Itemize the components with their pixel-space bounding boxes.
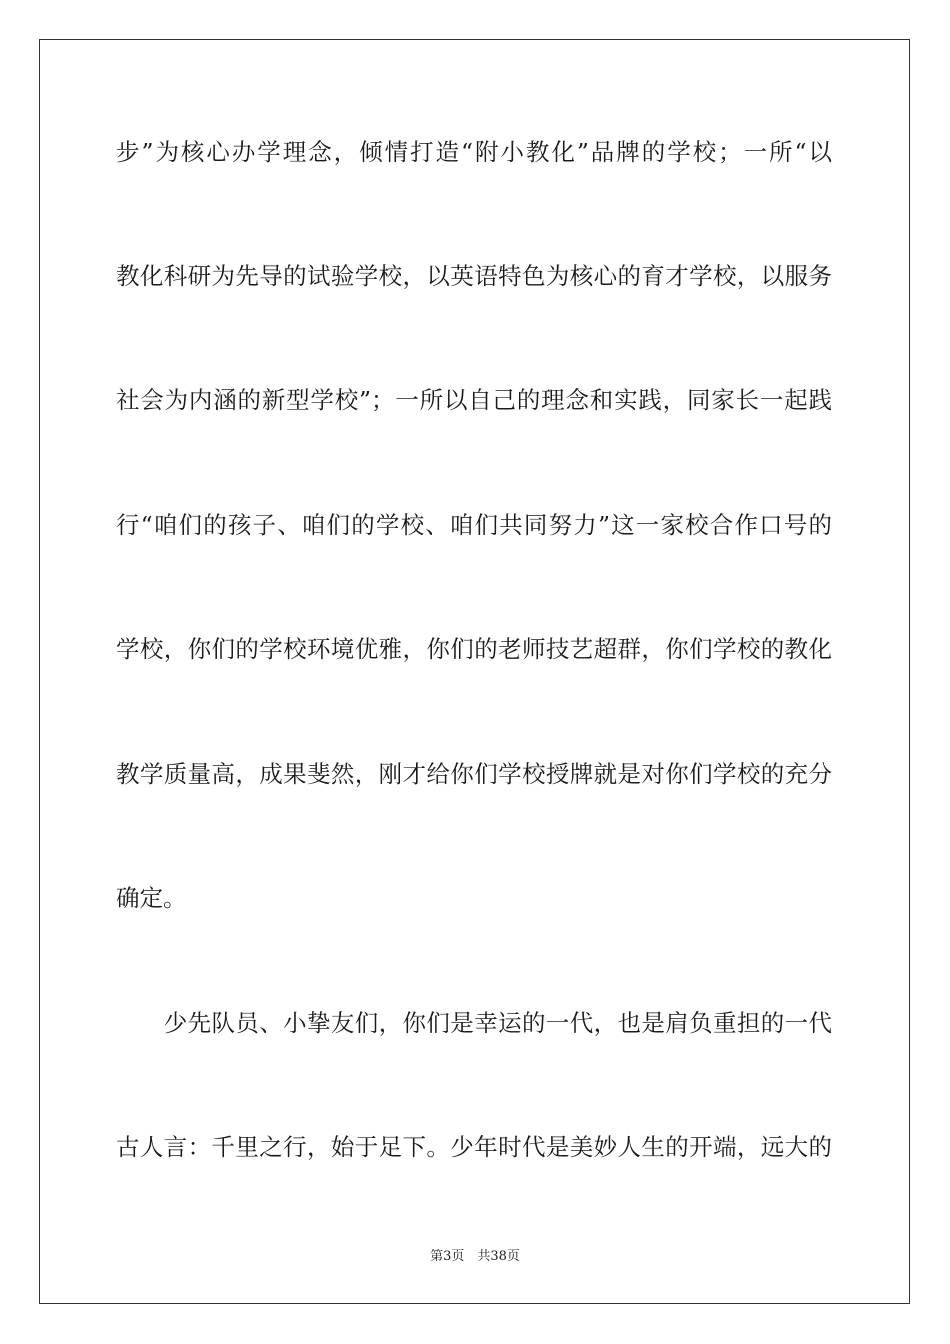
text-line: 教化科研为先导的试验学校，以英语特色为核心的育才学校，以服务 (116, 262, 832, 290)
text-line: 社会为内涵的新型学校”；一所以自己的理念和实践，同家长一起践 (116, 386, 832, 414)
text-line: 古人言：千里之行，始于足下。少年时代是美妙人生的开端，远大的 (116, 1133, 832, 1161)
text-line: 确定。 (116, 884, 187, 912)
page-footer: 第3页 共38页 (430, 1249, 520, 1264)
text-line: 步”为核心办学理念，倾情打造“附小教化”品牌的学校；一所“以 (116, 138, 832, 166)
text-line: 行“咱们的孩子、咱们的学校、咱们共同努力”这一家校合作口号的 (116, 511, 832, 539)
text-line: 学校，你们的学校环境优雅，你们的老师技艺超群，你们学校的教化 (116, 635, 832, 663)
text-line: 少先队员、小挚友们，你们是幸运的一代，也是肩负重担的一代 (116, 1009, 832, 1037)
text-line: 教学质量高，成果斐然，刚才给你们学校授牌就是对你们学校的充分 (116, 760, 832, 788)
page-border (39, 39, 910, 1304)
